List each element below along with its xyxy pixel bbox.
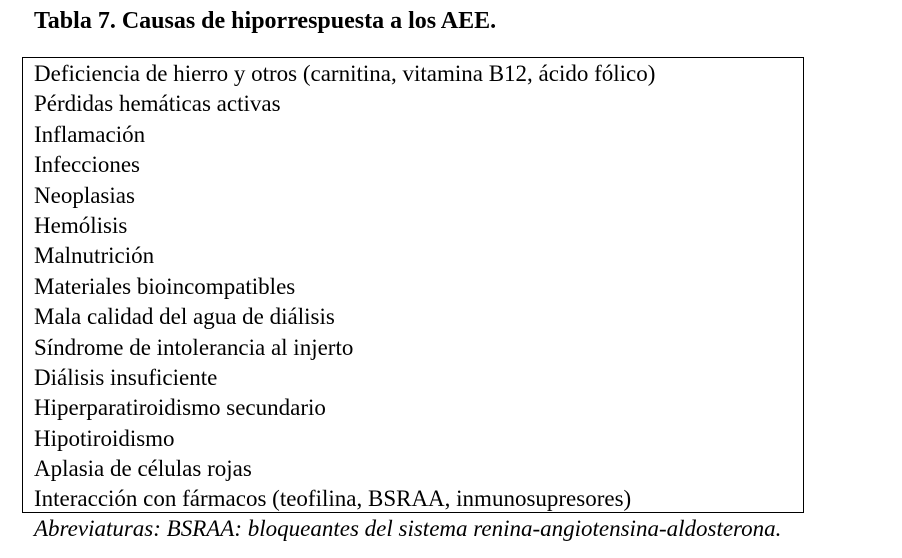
table-title: Tabla 7. Causas de hiporrespuesta a los AEE. (34, 8, 497, 34)
causes-list (34, 59, 655, 515)
cause-item: Diálisis insuficiente (34, 364, 218, 390)
cause-item: Inflamación (34, 121, 146, 147)
cause-item: Deficiencia de hierro y otros (carnitina, vitamina B12, ácido fólico) (34, 61, 656, 86)
cause-item: Hiperparatiroidismo secundario (34, 395, 326, 421)
cause-item: Materiales bioincompatibles (34, 273, 296, 299)
cause-item: Malnutrición (34, 243, 155, 269)
cause-item: Pérdidas hemáticas activas (34, 91, 281, 117)
abbreviations-footnote: Abreviaturas: BSRAA: bloqueantes del sistema renina-angiotensina-aldosterona. (34, 516, 782, 541)
cause-item: Interacción con fármacos (teofilina, BSRAA, inmunosupresores) (34, 486, 632, 512)
cause-item: Mala calidad del agua de diálisis (34, 304, 335, 330)
cause-item: Hipotiroidismo (34, 425, 175, 451)
cause-item: Síndrome de intolerancia al injerto (34, 334, 354, 360)
cause-item: Infecciones (34, 152, 140, 178)
cause-item: Hemólisis (34, 212, 128, 238)
cause-item: Aplasia de células rojas (34, 456, 252, 482)
cause-item: Neoplasias (34, 182, 135, 208)
